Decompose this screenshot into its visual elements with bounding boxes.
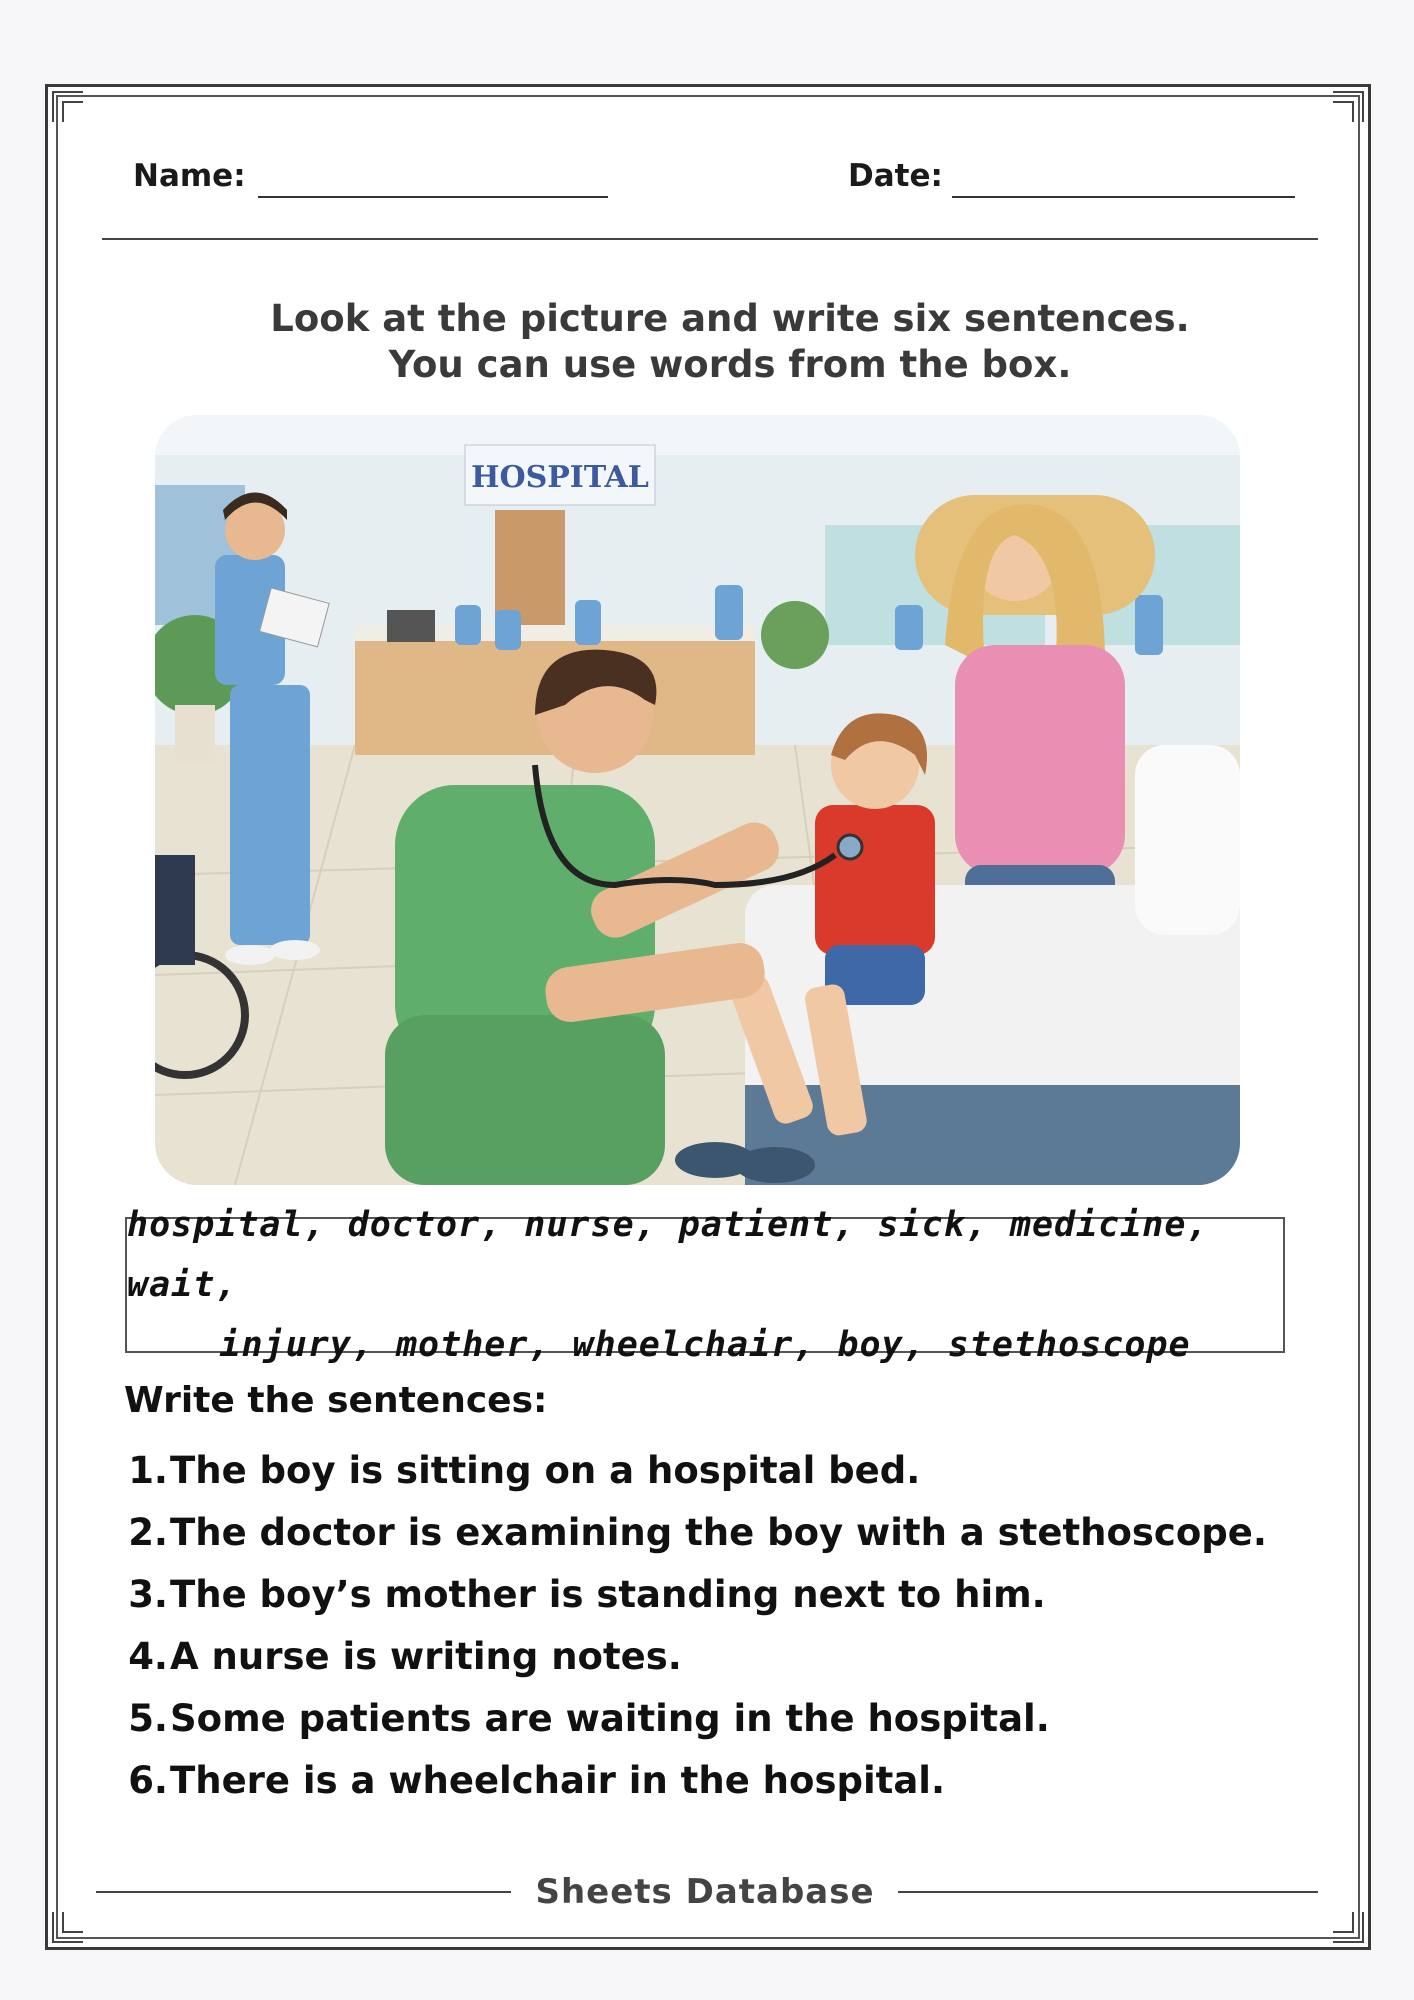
sentence-text: The boy is sitting on a hospital bed. [170,1449,921,1492]
hospital-sign-text: HOSPITAL [471,460,649,495]
sentence-number: 5. [128,1697,168,1740]
sentence-text: A nurse is writing notes. [170,1635,682,1678]
footer-brand: Sheets Database [535,1872,875,1912]
instructions [160,296,1300,388]
sentence-number: 2. [128,1511,168,1554]
corner-ornament-bottom-right [1331,1910,1365,1944]
sentence-list [124,1440,1267,1812]
sentence-number: 1. [128,1449,168,1492]
word-bank-line-1: hospital, doctor, nurse, patient, sick, medicine, wait, [127,1205,1209,1305]
sentence-text: Some patients are waiting in the hospital. [170,1697,1050,1740]
sentence-number: 4. [128,1635,168,1678]
instructions-line-1: Look at the picture and write six sentences. [270,297,1190,340]
sentence-text: There is a wheelchair in the hospital. [170,1759,946,1802]
sentence-number: 6. [128,1759,168,1802]
name-label: Name: [133,158,246,194]
corner-ornament-bottom-left [51,1910,85,1944]
sentence-item [124,1440,1267,1502]
sentences-heading: Write the sentences: [124,1380,548,1421]
footer-rule-left [96,1891,511,1893]
sentence-text: The doctor is examining the boy with a stethoscope. [170,1511,1267,1554]
word-bank-line-2: injury, mother, wheelchair, boy, stethoscope [219,1325,1191,1365]
footer-rule-right [898,1891,1318,1893]
sentence-item [124,1564,1267,1626]
sentence-item [124,1502,1267,1564]
sentence-item [124,1750,1267,1812]
sentence-text: The boy’s mother is standing next to him. [170,1573,1046,1616]
header-divider [102,238,1318,240]
instructions-line-2: You can use words from the box. [388,343,1072,386]
hospital-scene-illustration [155,415,1240,1185]
date-field[interactable] [952,196,1295,198]
date-label: Date: [848,158,943,194]
name-field[interactable] [258,196,608,198]
sentence-item [124,1626,1267,1688]
word-bank-box [125,1205,1285,1365]
corner-ornament-top-left [51,90,85,124]
sentence-number: 3. [128,1573,168,1616]
corner-ornament-top-right [1331,90,1365,124]
sentence-item [124,1688,1267,1750]
